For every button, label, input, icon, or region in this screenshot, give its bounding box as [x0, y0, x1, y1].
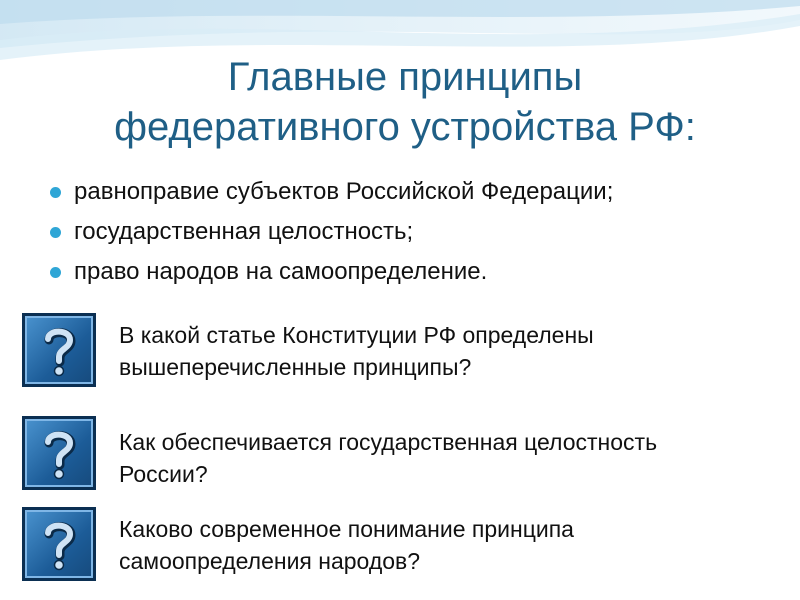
- question-text: [119, 513, 769, 577]
- question-text: [119, 426, 769, 490]
- list-item: [48, 172, 768, 212]
- list-item-text: право народов на самоопределение.: [74, 258, 488, 285]
- question-mark-icon: [22, 416, 96, 490]
- principles-list: [48, 172, 768, 292]
- bullet-icon: [50, 227, 61, 238]
- list-item: [48, 252, 768, 292]
- question-line: В какой статье Конституции РФ определены: [119, 322, 594, 348]
- slide-title: [60, 52, 750, 152]
- question-text: [119, 319, 769, 383]
- list-item: [48, 212, 768, 252]
- question-line: Каково современное понимание принципа: [119, 516, 574, 542]
- list-item-text: равноправие субъектов Российской Федерации;: [74, 178, 614, 205]
- question-mark-icon: [22, 507, 96, 581]
- question-line: России?: [119, 461, 208, 487]
- title-line-2: федеративного устройства РФ:: [114, 105, 696, 149]
- title-line-1: Главные принципы: [227, 55, 583, 99]
- question-line: самоопределения народов?: [119, 548, 421, 574]
- bullet-icon: [50, 187, 61, 198]
- list-item-text: государственная целостность;: [74, 218, 414, 245]
- bullet-icon: [50, 267, 61, 278]
- question-mark-icon: [22, 313, 96, 387]
- question-line: вышеперечисленные принципы?: [119, 354, 472, 380]
- question-line: Как обеспечивается государственная целостность: [119, 429, 658, 455]
